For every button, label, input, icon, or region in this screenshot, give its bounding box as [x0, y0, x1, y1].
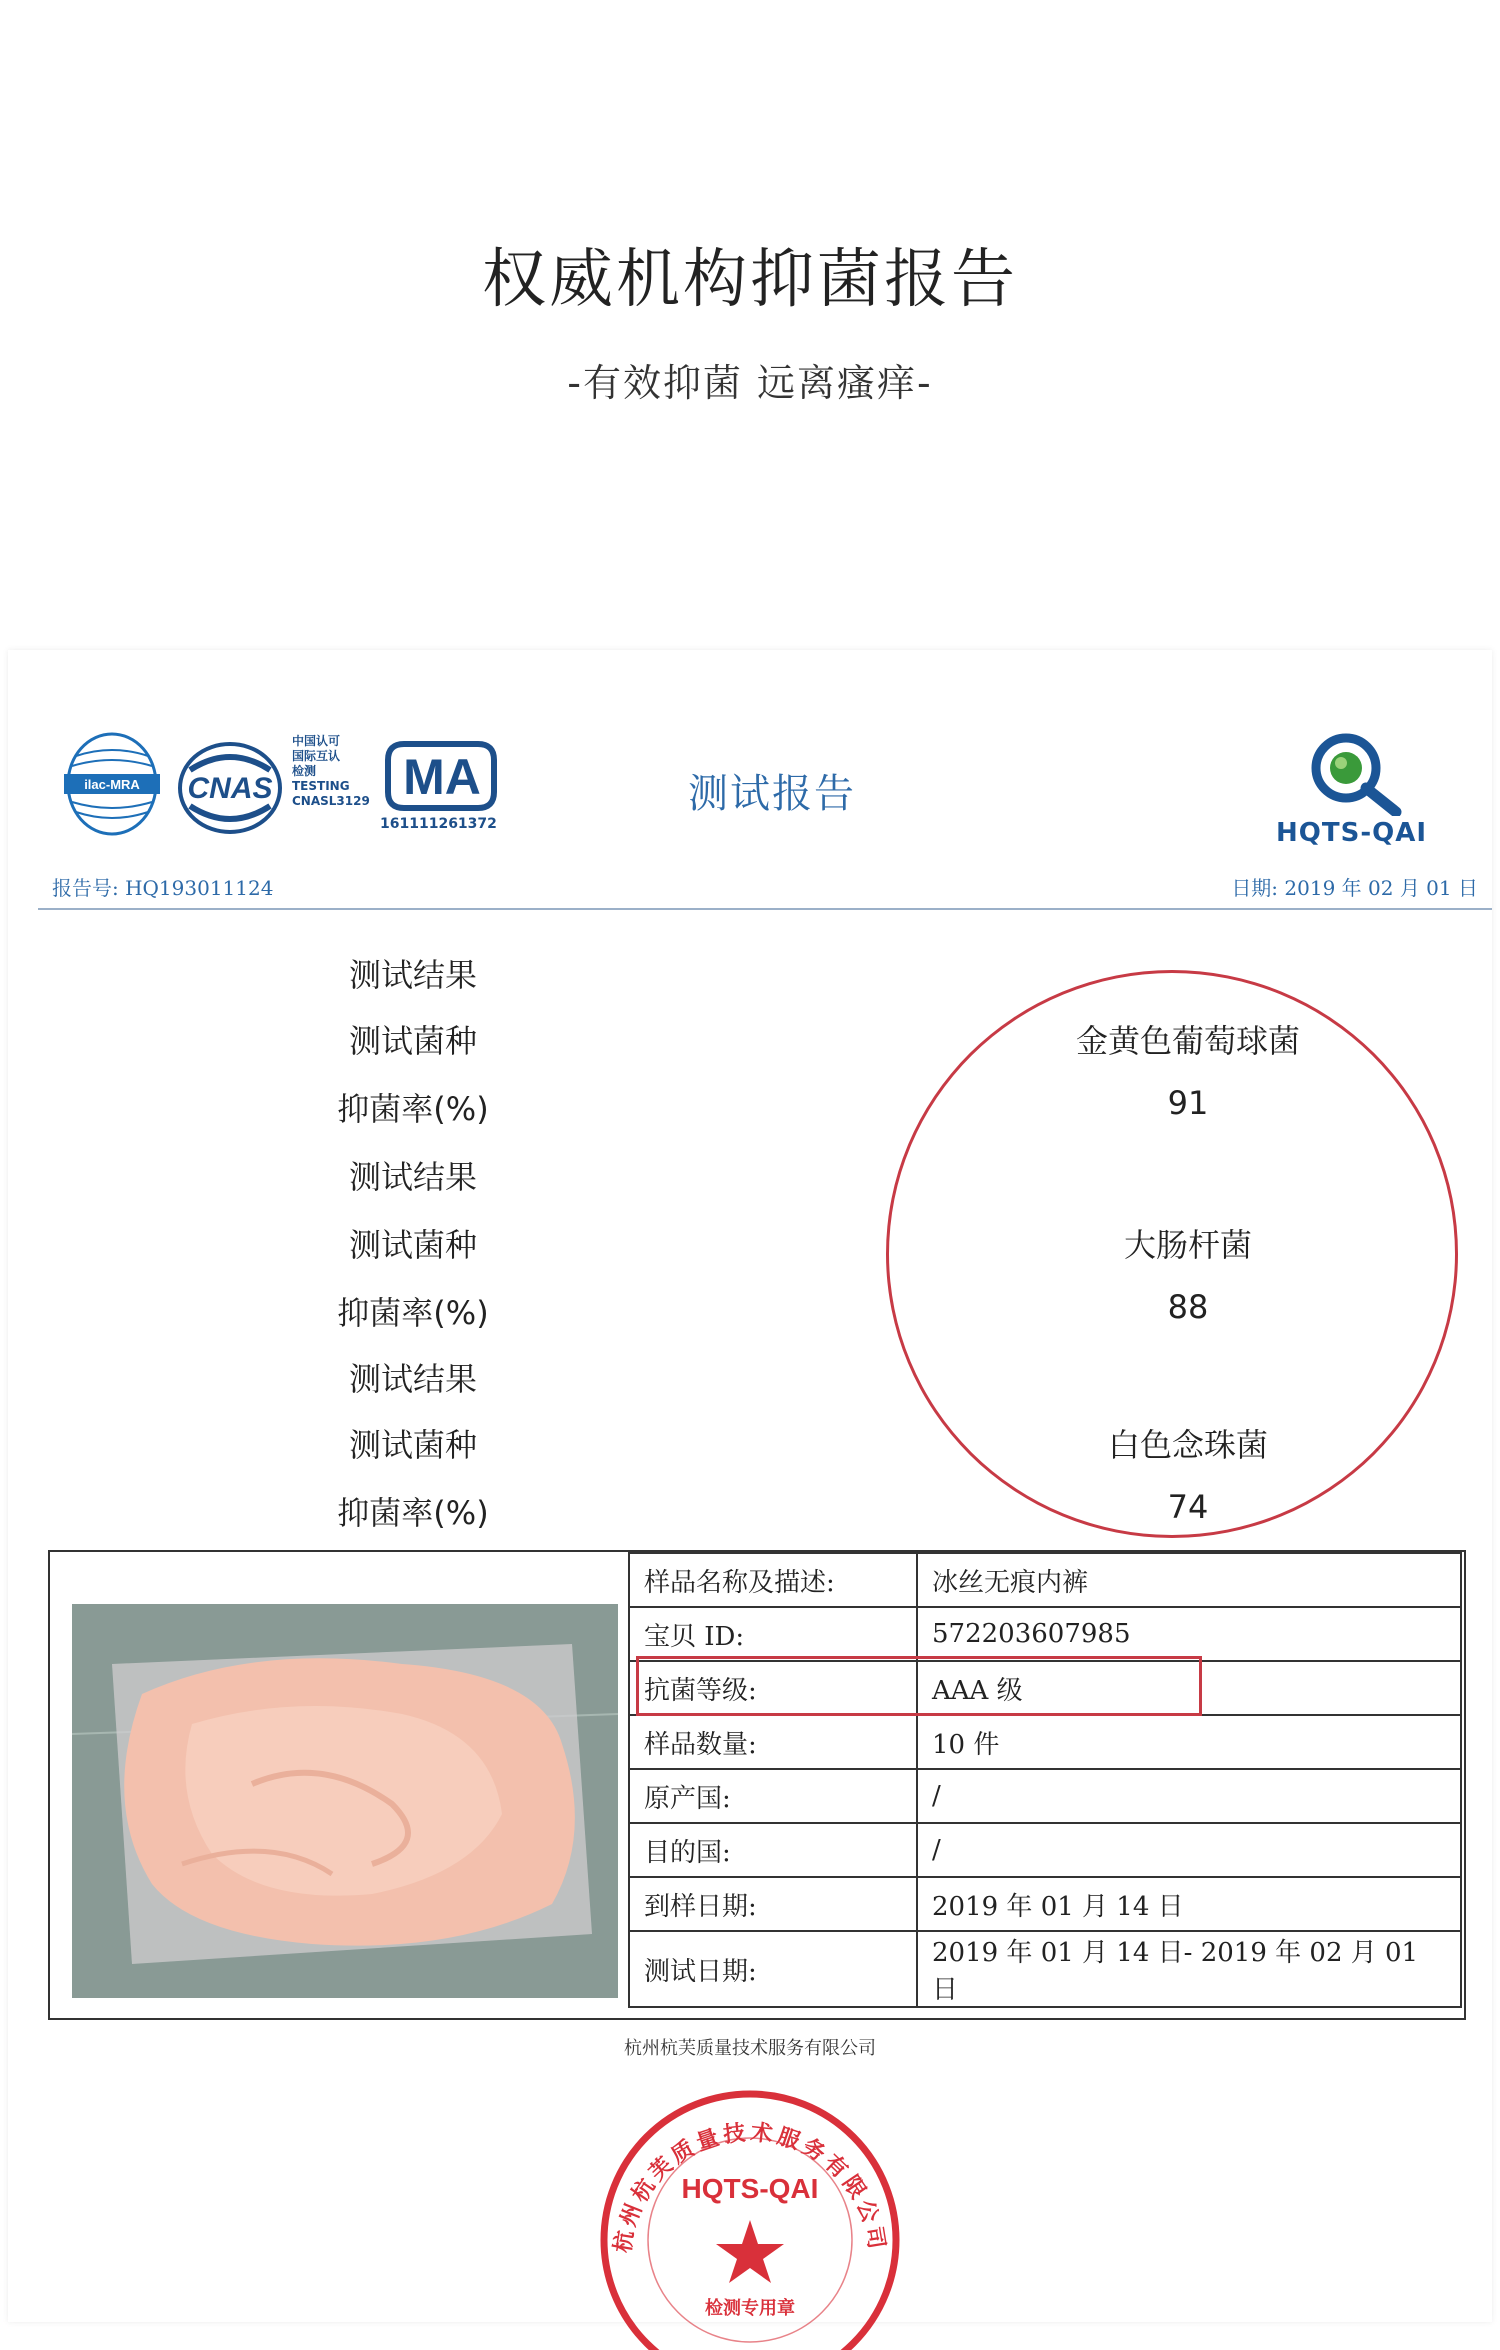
info-value: 10 件 — [917, 1715, 1461, 1769]
seal-center-text: HQTS-QAI — [681, 2173, 819, 2204]
report-title: 测试报告 — [688, 771, 856, 817]
info-key: 测试日期: — [629, 1931, 917, 2007]
ilac-mra-logo — [62, 730, 162, 838]
report-number: 报告号: HQ193011124 — [52, 876, 274, 900]
highlight-circle — [886, 970, 1458, 1538]
table-row — [629, 1877, 1461, 1931]
rate-label: 抑菌率(%) — [337, 1294, 489, 1332]
cnas-accreditation-text: 中国认可 国际互认 检测 TESTING CNASL3129 — [292, 734, 370, 808]
species-label: 测试菌种 — [348, 1022, 477, 1060]
result-label: 测试结果 — [348, 956, 477, 994]
info-value: 572203607985 — [917, 1607, 1461, 1661]
result-label: 测试结果 — [348, 1158, 477, 1196]
info-value: AAA 级 — [917, 1661, 1461, 1715]
sample-info-table — [628, 1552, 1462, 2008]
info-key: 到样日期: — [629, 1877, 917, 1931]
hqts-logo-text: HQTS-QAI — [1276, 818, 1428, 848]
info-key: 样品名称及描述: — [629, 1553, 917, 1607]
cnas-logo — [176, 740, 284, 836]
species-value: 白色念珠菌 — [1107, 1426, 1268, 1464]
page-title: 权威机构抑菌报告 — [482, 243, 1018, 317]
species-label: 测试菌种 — [348, 1226, 477, 1264]
info-value: 冰丝无痕内裤 — [917, 1553, 1461, 1607]
svg-text:MA: MA — [403, 749, 481, 805]
info-value: 2019 年 01 月 14 日 — [917, 1877, 1461, 1931]
svg-text:CNAS: CNAS — [187, 772, 273, 805]
table-row — [629, 1715, 1461, 1769]
company-seal — [590, 2070, 910, 2350]
star-icon — [716, 2220, 784, 2283]
result-label: 测试结果 — [348, 1360, 477, 1398]
table-row — [629, 1823, 1461, 1877]
info-key: 样品数量: — [629, 1715, 917, 1769]
species-value: 大肠杆菌 — [1123, 1226, 1252, 1264]
test-report — [8, 650, 1492, 2322]
rate-label: 抑菌率(%) — [337, 1494, 489, 1532]
rate-label: 抑菌率(%) — [337, 1090, 489, 1128]
grade-highlight-box — [636, 1656, 1202, 1716]
info-value: / — [917, 1823, 1461, 1877]
info-key: 原产国: — [629, 1769, 917, 1823]
rate-value: 74 — [1167, 1488, 1209, 1526]
info-key: 抗菌等级: — [629, 1661, 917, 1715]
hqts-logo-icon — [1308, 730, 1404, 816]
table-row — [629, 1553, 1461, 1607]
sample-photo — [72, 1604, 618, 1998]
svg-text:ilac-MRA: ilac-MRA — [84, 777, 140, 792]
page-subtitle: -有效抑菌 远离瘙痒- — [567, 361, 933, 405]
species-label: 测试菌种 — [348, 1426, 477, 1464]
seal-bottom-text: 检测专用章 — [705, 2298, 795, 2319]
table-row — [629, 1769, 1461, 1823]
header-divider — [38, 908, 1492, 910]
info-key: 目的国: — [629, 1823, 917, 1877]
species-value: 金黄色葡萄球菌 — [1075, 1022, 1300, 1060]
info-value: 2019 年 01 月 14 日- 2019 年 02 月 01 日 — [917, 1931, 1461, 2007]
seal-ring-text: 杭州杭芙质量技术服务有限公司 — [609, 2119, 891, 2255]
info-key: 宝贝 ID: — [629, 1607, 917, 1661]
rate-value: 88 — [1167, 1288, 1209, 1326]
info-value: / — [917, 1769, 1461, 1823]
ma-logo — [382, 740, 500, 812]
report-date: 日期: 2019 年 02 月 01 日 — [1231, 876, 1478, 900]
company-name: 杭州杭芙质量技术服务有限公司 — [624, 2038, 876, 2059]
table-row — [629, 1607, 1461, 1661]
table-row — [629, 1931, 1461, 2007]
ma-number: 161111261372 — [380, 816, 497, 832]
rate-value: 91 — [1167, 1084, 1209, 1122]
